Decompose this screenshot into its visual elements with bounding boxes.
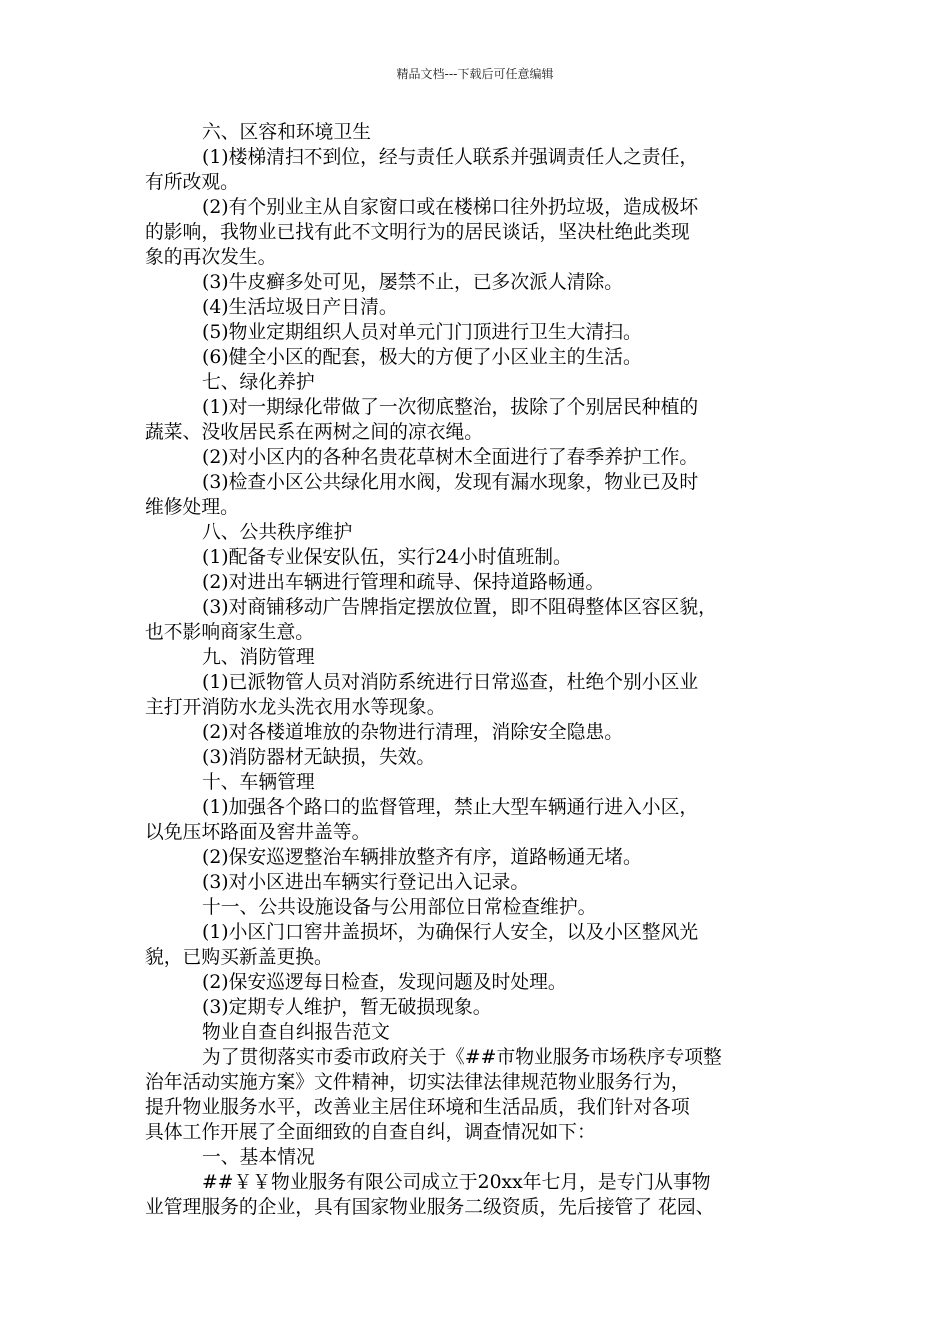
text-line: ##￥￥物业服务有限公司成立于20xx年七月，是专门从事物 — [202, 1172, 711, 1193]
text-line: (6)健全小区的配套，极大的方便了小区业主的生活。 — [202, 347, 642, 368]
text-line: (2)对小区内的各种名贵花草树木全面进行了春季养护工作。 — [202, 447, 699, 468]
text-line: (3)对小区进出车辆实行登记出入记录。 — [202, 872, 530, 893]
text-line: 为了贯彻落实市委市政府关于《##市物业服务市场秩序专项整 — [202, 1047, 722, 1068]
text-line: (1)小区门口窖井盖损坏，为确保行人安全，以及小区整风光 — [202, 922, 699, 943]
page-header: 精品文档---下载后可任意编辑 — [396, 67, 554, 81]
text-line: (3)牛皮癣多处可见，屡禁不止，已多次派人清除。 — [202, 272, 624, 293]
text-line: (3)消防器材无缺损，失效。 — [202, 747, 436, 768]
text-line: 九、消防管理 — [202, 647, 315, 668]
text-line: (3)检查小区公共绿化用水阀，发现有漏水现象，物业已及时 — [202, 472, 699, 493]
text-line: 七、绿化养护 — [202, 372, 315, 393]
text-line: 貌，已购买新盖更换。 — [145, 947, 333, 968]
text-line: 具体工作开展了全面细致的自查自纠，调查情况如下： — [145, 1122, 596, 1143]
text-line: (4)生活垃圾日产日清。 — [202, 297, 398, 318]
text-line: (2)保安巡逻整治车辆排放整齐有序，道路畅通无堵。 — [202, 847, 642, 868]
text-line: (3)对商铺移动广告牌指定摆放位置，即不阻碍整体区容区貌， — [202, 597, 717, 618]
text-line: (1)配备专业保安队伍，实行24小时值班制。 — [202, 547, 572, 568]
text-line: 有所改观。 — [145, 172, 239, 193]
text-line: (2)保安巡逻每日检查，发现问题及时处理。 — [202, 972, 567, 993]
text-line: 维修处理。 — [145, 497, 239, 518]
text-line: 的影响，我物业已找有此不文明行为的居民谈话，坚决杜绝此类现 — [145, 222, 690, 243]
text-line: 物业自查自纠报告范文 — [202, 1022, 390, 1043]
text-line: 十、车辆管理 — [202, 772, 315, 793]
text-line: 象的再次发生。 — [145, 247, 277, 268]
text-line: (3)定期专人维护，暂无破损现象。 — [202, 997, 492, 1018]
text-line: 六、区容和环境卫生 — [202, 122, 372, 143]
text-line: 一、基本情况 — [202, 1147, 315, 1168]
text-line: 蔬菜、没收居民系在两树之间的凉衣绳。 — [145, 422, 484, 443]
text-line: (1)对一期绿化带做了一次彻底整治，拔除了个别居民种植的 — [202, 397, 699, 418]
text-line: 以免压坏路面及窖井盖等。 — [145, 822, 371, 843]
text-line: (5)物业定期组织人员对单元门门顶进行卫生大清扫。 — [202, 322, 642, 343]
text-line: (1)加强各个路口的监督管理，禁止大型车辆通行进入小区， — [202, 797, 699, 818]
text-line: (2)对各楼道堆放的杂物进行清理，消除安全隐患。 — [202, 722, 624, 743]
text-line: (1)已派物管人员对消防系统进行日常巡查，杜绝个别小区业 — [202, 672, 699, 693]
text-line: 十一、公共设施设备与公用部位日常检查维护。 — [202, 897, 597, 918]
text-line: 主打开消防水龙头洗衣用水等现象。 — [145, 697, 446, 718]
document-body — [145, 120, 810, 1220]
text-line: 提升物业服务水平，改善业主居住环境和生活品质，我们针对各项 — [145, 1097, 690, 1118]
text-line: 也不影响商家生意。 — [145, 622, 315, 643]
text-line: (1)楼梯清扫不到位，经与责任人联系并强调责任人之责任， — [202, 147, 699, 168]
text-line: 业管理服务的企业，具有国家物业服务二级资质，先后接管了 花园、 — [145, 1197, 715, 1218]
text-line: 治年活动实施方案》文件精神，切实法律法律规范物业服务行为， — [145, 1072, 690, 1093]
text-line: (2)有个别业主从自家窗口或在楼梯口往外扔垃圾，造成极坏 — [202, 197, 699, 218]
text-line: 八、公共秩序维护 — [202, 522, 353, 543]
text-line: (2)对进出车辆进行管理和疏导、保持道路畅通。 — [202, 572, 605, 593]
